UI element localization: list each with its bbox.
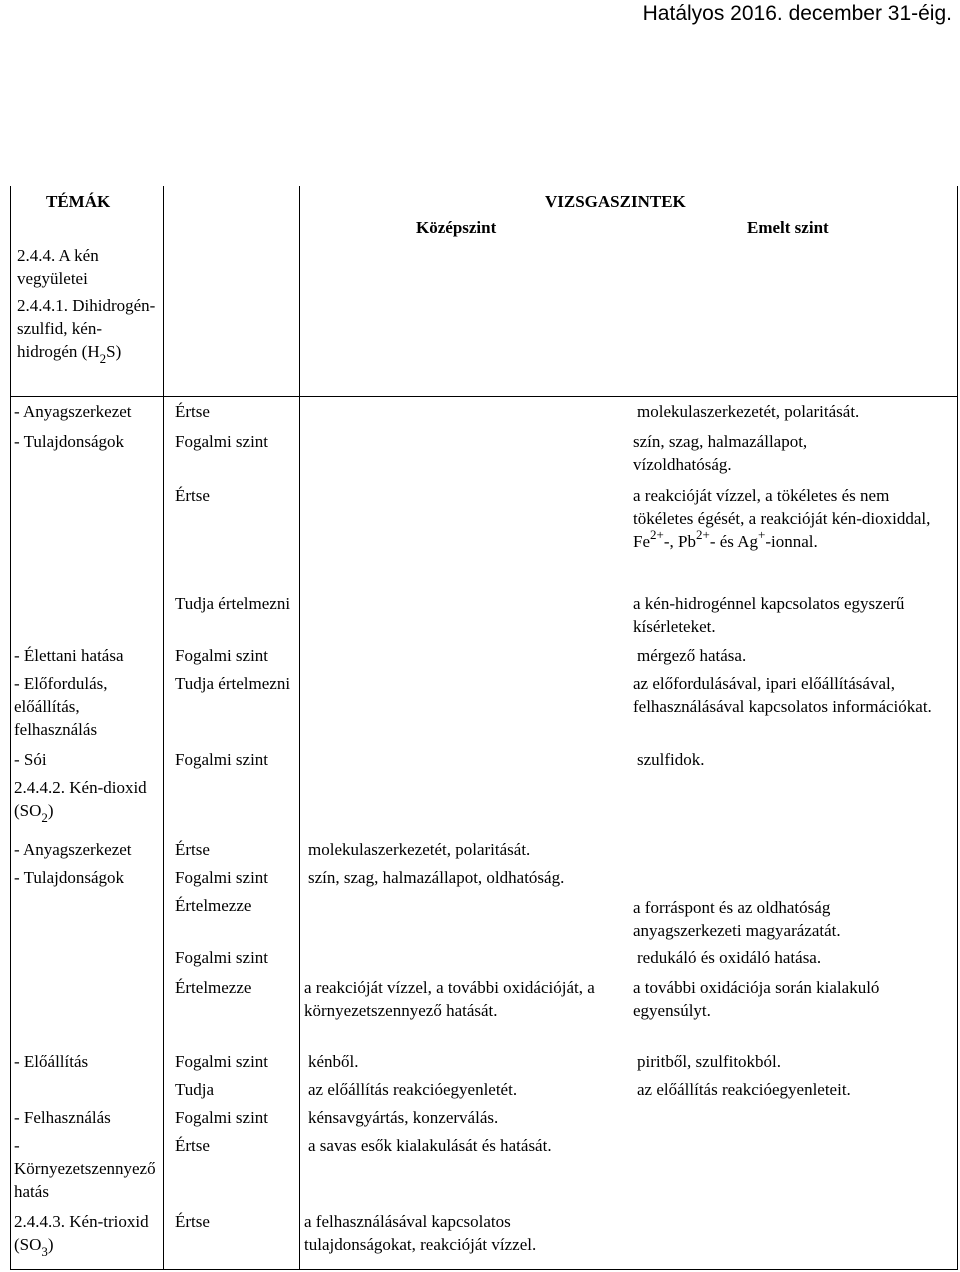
validity-header: Hatályos 2016. december 31-éig. xyxy=(642,2,952,25)
row-emelt: a reakcióját vízzel, a tökéletes és nem tökéletes égését, a reakcióját kén-dioxiddal, $Fe^{2+}-$, $Pb^{2+}-$ és Ag+-ionnal. xyxy=(633,486,931,551)
topic-2-4-4-1: 2.4.4.1. Dihidrogén-szulfid, kén-hidrogén $(H_2S)$ xyxy=(17,296,156,366)
row-level: Fogalmi szint xyxy=(175,948,269,967)
row-level: Fogalmi szint xyxy=(175,646,269,665)
row-emelt: szulfidok. xyxy=(637,750,705,769)
row-kozep: az előállítás reakcióegyenletét. xyxy=(308,1080,518,1099)
row-level: Értse xyxy=(175,840,210,859)
row-emelt: a kén-hidrogénnel kapcsolatos egyszerű kísérleteket. xyxy=(633,594,905,636)
row-topic: - Sói xyxy=(14,750,47,769)
row-kozep: molekulaszerkezetét, polaritását. xyxy=(308,840,531,859)
row-topic: - Felhasználás xyxy=(14,1108,111,1127)
row-level: Fogalmi szint xyxy=(175,750,269,769)
col-divider-1 xyxy=(163,186,164,1270)
row-topic: - Tulajdonságok xyxy=(14,868,125,887)
header-emelt-szint: Emelt szint xyxy=(747,218,829,237)
row-level: Fogalmi szint xyxy=(175,1108,269,1127)
row-emelt: az előállítás reakcióegyenleteit. xyxy=(637,1080,851,1099)
row-level: Fogalmi szint xyxy=(175,868,269,887)
row-emelt: mérgező hatása. xyxy=(637,646,747,665)
row-emelt: redukáló és oxidáló hatása. xyxy=(637,948,822,967)
topic-2-4-4-2: 2.4.4.2. Kén-dioxid $(SO_2)$ xyxy=(14,778,147,825)
topic-2-4-4-3: 2.4.4.3. Kén-trioxid $(SO_3)$ xyxy=(14,1212,149,1259)
topic-2-4-4: 2.4.4. A kén vegyületei xyxy=(17,246,99,288)
row-kozep: a felhasználásával kapcsolatos tulajdonságokat, reakcióját vízzel. xyxy=(304,1212,537,1254)
row-emelt: a forráspont és az oldhatóság anyagszerkezeti magyarázatát. xyxy=(633,898,841,940)
row-kozep: a savas esők kialakulását és hatását. xyxy=(308,1136,552,1155)
row-level: Értse xyxy=(175,1136,210,1155)
row-kozep: szín, szag, halmazállapot, oldhatóság. xyxy=(308,868,565,887)
row-emelt: piritből, szulfitokból. xyxy=(637,1052,782,1071)
header-vizsgaszintek: VIZSGASZINTEK xyxy=(545,192,686,211)
row-level: Fogalmi szint xyxy=(175,1052,269,1071)
row-level: Tudja xyxy=(175,1080,215,1099)
row-level: Értelmezze xyxy=(175,978,252,997)
row-level: Tudja értelmezni xyxy=(175,674,291,693)
row-topic: - Tulajdonságok xyxy=(14,432,125,451)
row-divider xyxy=(11,396,957,397)
header-kozepszint: Középszint xyxy=(416,218,497,237)
row-emelt: az előfordulásával, ipari előállításával, felhasználásával kapcsolatos információkat. xyxy=(633,674,932,716)
row-level: Tudja értelmezni xyxy=(175,594,291,613)
curriculum-table xyxy=(10,186,958,1270)
row-topic: - Élettani hatása xyxy=(14,646,124,665)
row-emelt: a további oxidációja során kialakuló egyensúlyt. xyxy=(633,978,880,1020)
row-level: Értelmezze xyxy=(175,896,252,915)
header-temak: TÉMÁK xyxy=(46,192,111,211)
col-divider-2 xyxy=(299,186,300,1270)
row-topic: - Előfordulás, előállítás, felhasználás xyxy=(14,674,108,739)
row-kozep: a reakcióját vízzel, a további oxidációját, a környezetszennyező hatását. xyxy=(304,978,595,1020)
row-topic: - Anyagszerkezet xyxy=(14,402,132,421)
row-kozep: kénből. xyxy=(308,1052,359,1071)
row-topic: - Előállítás xyxy=(14,1052,89,1071)
row-emelt: molekulaszerkezetét, polaritását. xyxy=(637,402,860,421)
row-level: Értse xyxy=(175,486,210,505)
row-topic: - Anyagszerkezet xyxy=(14,840,132,859)
row-topic: - Környezetszennyező hatás xyxy=(14,1136,156,1201)
row-kozep: kénsavgyártás, konzerválás. xyxy=(308,1108,499,1127)
row-level: Fogalmi szint xyxy=(175,432,269,451)
row-level: Értse xyxy=(175,1212,210,1231)
row-emelt: szín, szag, halmazállapot, vízoldhatóság. xyxy=(633,432,808,474)
row-level: Értse xyxy=(175,402,210,421)
